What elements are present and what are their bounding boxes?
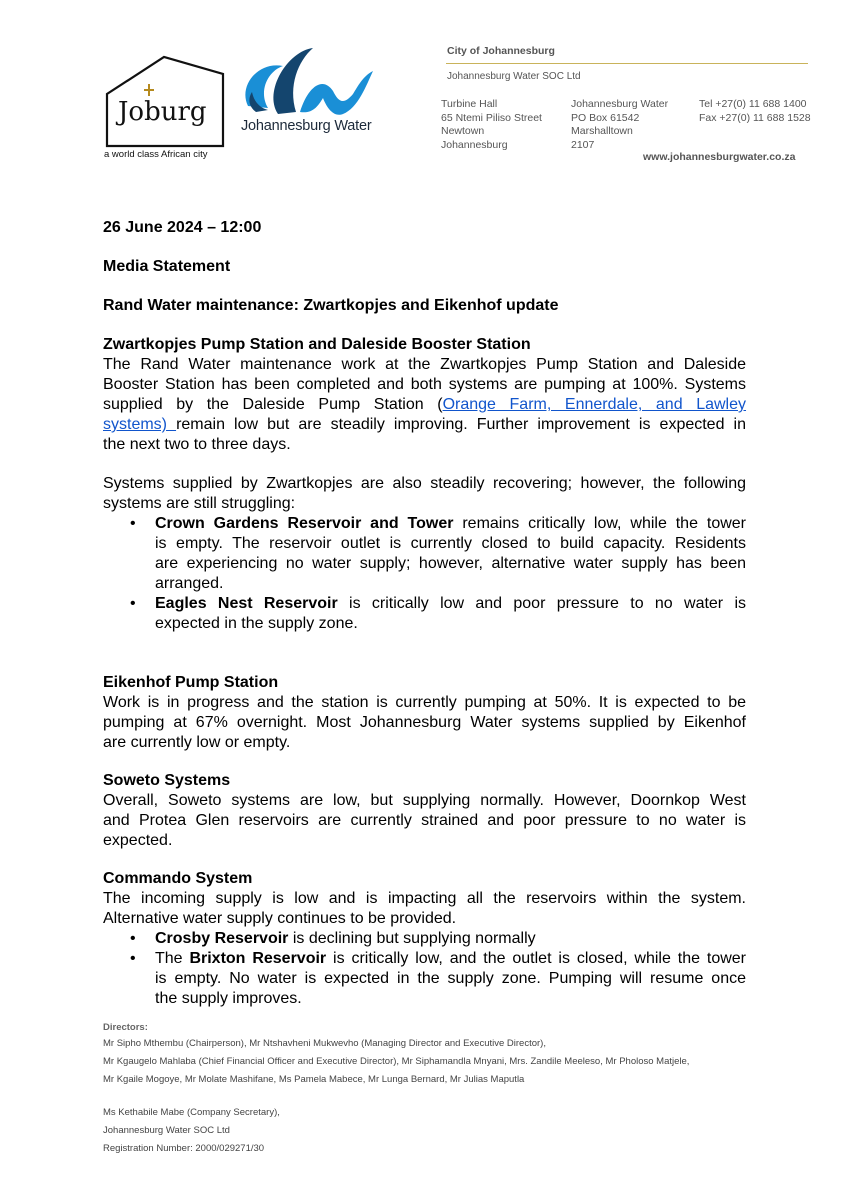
statement-title: Rand Water maintenance: Zwartkopjes and Eikenhof update bbox=[103, 297, 559, 314]
text-span: remain low but are steadily improving. Further improvement is expected in bbox=[176, 416, 746, 433]
paragraph-line: the next two to three days. bbox=[103, 436, 291, 453]
city-name: City of Johannesburg bbox=[447, 45, 555, 57]
bullet-line bbox=[155, 514, 746, 535]
paragraph-line: Work is in progress and the station is currently pumping at 50%. It is expected to be bbox=[103, 694, 746, 711]
address-line: Johannesburg Water bbox=[571, 98, 669, 110]
bullet-line: is empty. No water is expected in the supply zone. Pumping will resume once bbox=[155, 970, 746, 987]
reservoir-name: Crosby Reservoir bbox=[155, 930, 289, 947]
bullet-icon: • bbox=[130, 950, 136, 967]
paragraph-line bbox=[103, 415, 746, 436]
affected-systems-link[interactable]: Orange Farm, Ennerdale, and Lawley bbox=[442, 396, 747, 413]
text-span: remains critically low, while the tower bbox=[453, 515, 746, 532]
bullet-icon: • bbox=[130, 515, 136, 532]
directors-line: Mr Kgaile Mogoye, Mr Molate Mashifane, Ms Pamela Mabece, Mr Lunga Bernard, Mr Julias Maputla bbox=[103, 1074, 525, 1085]
text-span: The bbox=[155, 950, 190, 967]
registration-number: Registration Number: 2000/029271/30 bbox=[103, 1143, 265, 1154]
paragraph-line bbox=[103, 395, 746, 416]
paragraph-line: The Rand Water maintenance work at the Zwartkopjes Pump Station and Daleside bbox=[103, 356, 746, 373]
statement-date: 26 June 2024 – 12:00 bbox=[103, 219, 262, 236]
paragraph-line: Alternative water supply continues to be provided. bbox=[103, 910, 457, 927]
physical-address bbox=[441, 98, 542, 152]
section-heading-eikenhof: Eikenhof Pump Station bbox=[103, 674, 279, 691]
bullet-line bbox=[155, 594, 746, 615]
bullet-line: are experiencing no water supply; however, alternative water supply has been bbox=[155, 555, 746, 572]
section-heading-commando: Commando System bbox=[103, 870, 253, 887]
tel-number: Tel +27(0) 11 688 1400 bbox=[699, 98, 807, 110]
section-heading-zwartkopjes: Zwartkopjes Pump Station and Daleside Booster Station bbox=[103, 336, 531, 353]
contact-numbers bbox=[699, 98, 811, 125]
joburg-logo-text: Joburg bbox=[118, 97, 207, 127]
address-line: Johannesburg bbox=[441, 138, 508, 151]
reservoir-name: Eagles Nest Reservoir bbox=[155, 595, 338, 612]
paragraph-line: The incoming supply is low and is impacting all the reservoirs within the system. bbox=[103, 890, 746, 907]
fax-number: Fax +27(0) 11 688 1528 bbox=[699, 111, 811, 124]
bullet-line: arranged. bbox=[155, 575, 224, 592]
affected-systems-link-cont[interactable]: systems) bbox=[103, 416, 177, 433]
address-line: 2107 bbox=[571, 138, 595, 151]
paragraph-line: systems are still struggling: bbox=[103, 495, 296, 512]
address-line: 65 Ntemi Piliso Street bbox=[441, 111, 542, 124]
paragraph-line: Overall, Soweto systems are low, but supplying normally. However, Doornkop West bbox=[103, 792, 746, 809]
johannesburg-water-logo-text: Johannesburg Water bbox=[241, 118, 372, 134]
address-line: Marshalltown bbox=[571, 125, 633, 137]
bullet-icon: • bbox=[130, 595, 136, 612]
paragraph-line: expected. bbox=[103, 832, 173, 849]
reservoir-name: Brixton Reservoir bbox=[189, 950, 327, 967]
website-link[interactable]: www.johannesburgwater.co.za bbox=[643, 151, 796, 163]
address-line: Newtown bbox=[441, 125, 485, 137]
directors-line: Mr Kgaugelo Mahlaba (Chief Financial Officer and Executive Director), Mr Siphamandla Mnyani, Mrs. Zandile Meeleso, Mr Pholoso Matjele, bbox=[103, 1056, 690, 1067]
joburg-logo bbox=[104, 54, 226, 161]
paragraph-line: and Protea Glen reservoirs are currently strained and poor pressure to no water is bbox=[103, 812, 746, 829]
address-line: PO Box 61542 bbox=[571, 111, 640, 124]
bullet-line bbox=[155, 929, 746, 950]
footer-company-name: Johannesburg Water SOC Ltd bbox=[103, 1125, 230, 1136]
company-name: Johannesburg Water SOC Ltd bbox=[447, 71, 581, 82]
paragraph-line: Systems supplied by Zwartkopjes are also steadily recovering; however, the following bbox=[103, 475, 746, 492]
text-span: is critically low and poor pressure to no water is bbox=[337, 595, 746, 612]
company-secretary: Ms Kethabile Mabe (Company Secretary), bbox=[103, 1107, 280, 1118]
text-span: is critically low, and the outlet is closed, while the tower bbox=[326, 950, 746, 967]
paragraph-line: are currently low or empty. bbox=[103, 734, 291, 751]
directors-line: Mr Sipho Mthembu (Chairperson), Mr Ntshavheni Mukwevho (Managing Director and Executive Director), bbox=[103, 1038, 546, 1049]
paragraph-line: pumping at 67% overnight. Most Johannesburg Water systems supplied by Eikenhof bbox=[103, 714, 746, 731]
paragraph-line: Booster Station has been completed and both systems are pumping at 100%. Systems bbox=[103, 376, 746, 393]
bullet-line: the supply improves. bbox=[155, 990, 302, 1007]
text-span: is declining but supplying normally bbox=[288, 930, 536, 947]
text-span: supplied by the Daleside Pump Station ( bbox=[103, 396, 443, 413]
document-type: Media Statement bbox=[103, 258, 231, 275]
bullet-line bbox=[155, 949, 746, 970]
address-line: Turbine Hall bbox=[441, 98, 498, 110]
reservoir-name: Crown Gardens Reservoir and Tower bbox=[155, 515, 454, 532]
postal-address bbox=[571, 98, 668, 152]
header-rule bbox=[446, 63, 808, 64]
bullet-icon: • bbox=[130, 930, 136, 947]
section-heading-soweto: Soweto Systems bbox=[103, 772, 231, 789]
joburg-tagline: a world class African city bbox=[104, 149, 208, 160]
bullet-line: is empty. The reservoir outlet is currently closed to build capacity. Residents bbox=[155, 535, 746, 552]
directors-label: Directors: bbox=[103, 1022, 148, 1033]
bullet-line: expected in the supply zone. bbox=[155, 615, 358, 632]
